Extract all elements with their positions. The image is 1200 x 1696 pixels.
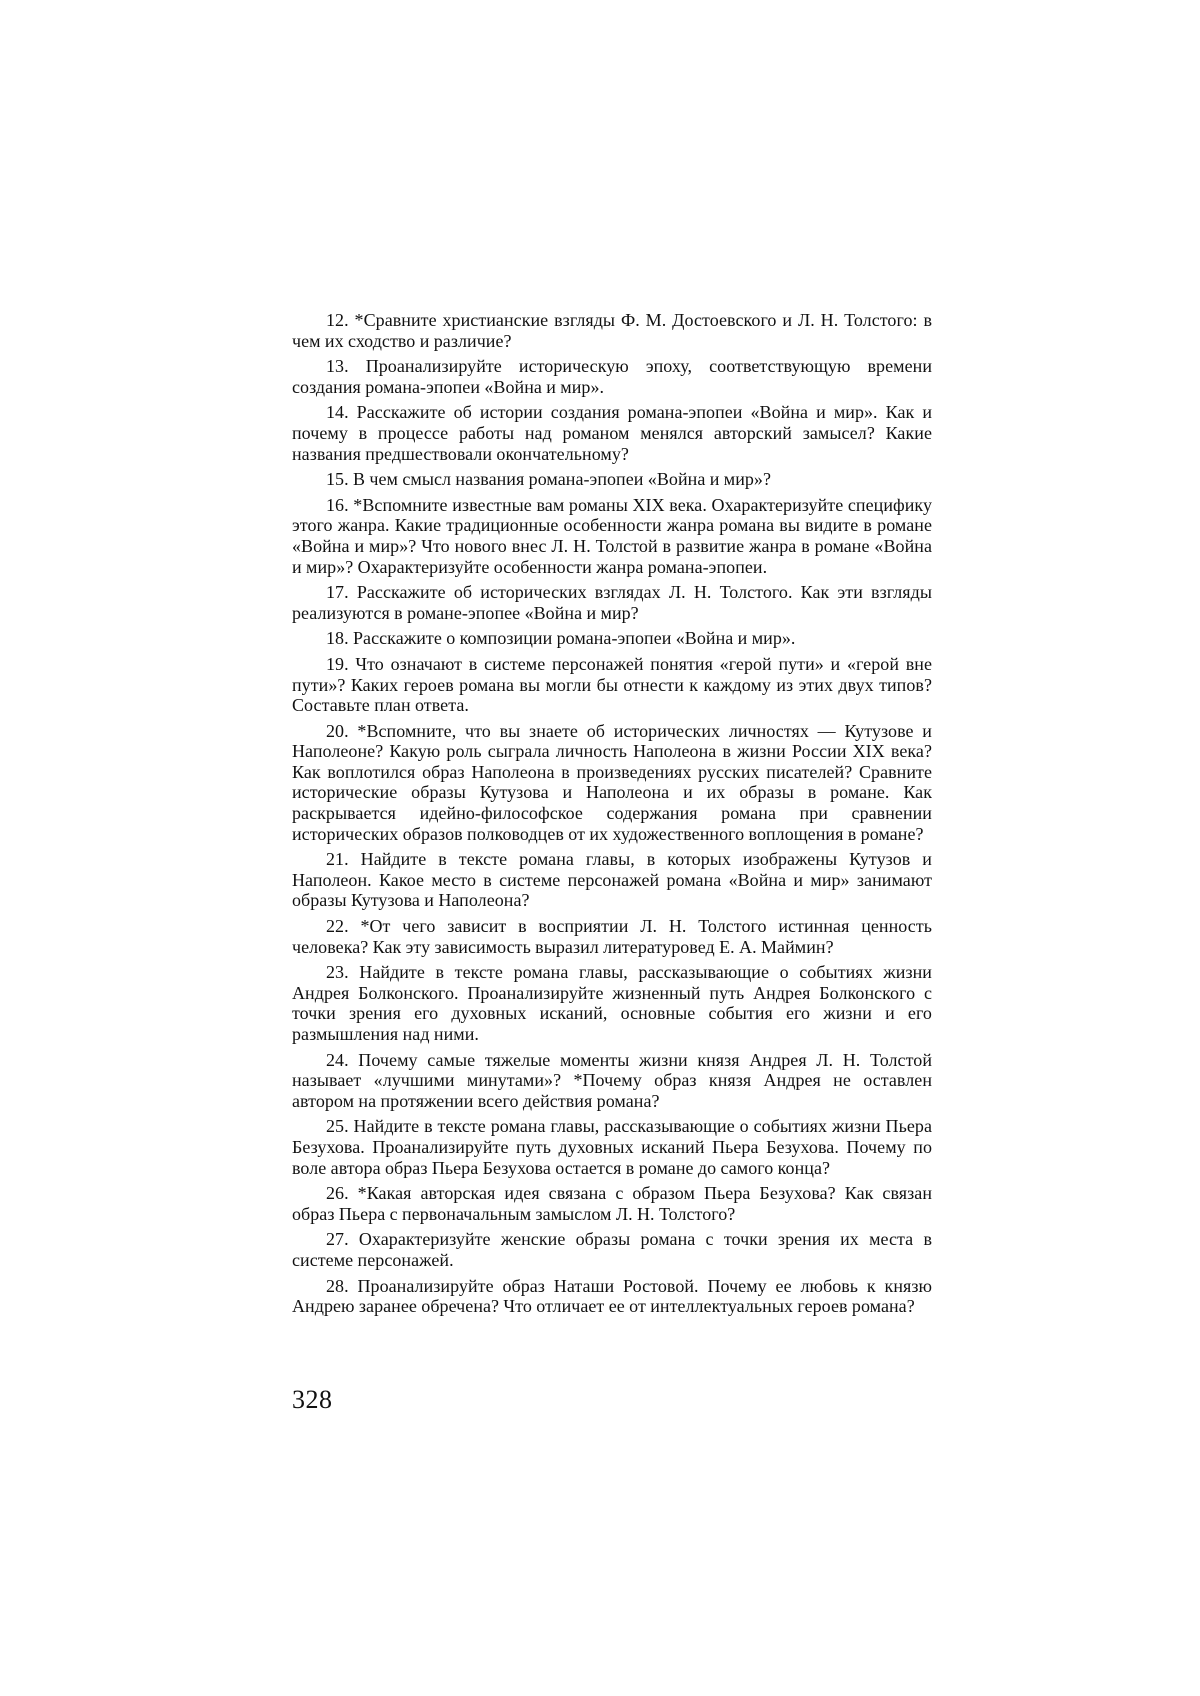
question-17: 17. Расскажите об исторических взглядах Л. Н. Толстого. Как эти взгляды реализуются в романе-эпопее «Война и мир? bbox=[292, 582, 932, 623]
question-19: 19. Что означают в системе персонажей понятия «герой пути» и «герой вне пути»? Каких героев романа вы могли бы отнести к каждому из этих двух типов? Составьте план ответа. bbox=[292, 653, 932, 716]
question-26: 26. *Какая авторская идея связана с образом Пьера Безухова? Как связан образ Пьера с первоначальным замыслом Л. Н. Толстого? bbox=[292, 1183, 932, 1224]
question-16: 16. *Вспомните известные вам романы XIX века. Охарактеризуйте специфику этого жанра. Какие традиционные особенности жанра романа вы видите в романе «Война и мир»? Что нового внес Л. Н. Толстой в развитие жанра в романе «Война и мир»? Охарактеризуйте особенности жанра романа-эпопеи. bbox=[292, 494, 932, 577]
question-13: 13. Проанализируйте историческую эпоху, соответствующую времени создания романа-эпопеи «Война и мир». bbox=[292, 356, 932, 397]
question-15: 15. В чем смысл названия романа-эпопеи «Война и мир»? bbox=[326, 469, 772, 490]
question-23: 23. Найдите в тексте романа главы, рассказывающие о событиях жизни Андрея Болконского. Проанализируйте жизненный путь Андрея Болконского с точки зрения его духовных исканий, основные события его жизни и его размышления над ними. bbox=[292, 962, 932, 1044]
question-20: 20. *Вспомните, что вы знаете об исторических личностях — Кутузове и Наполеоне? Какую роль сыграла личность Наполеона в жизни России XIX века? Как воплотился образ Наполеона в произведениях русских писателей? Сравните исторические образы Кутузова и Наполеона и их образы в романе. Как раскрывается идейно-философское содержания романа при сравнении исторических образов полководцев от их художественного воплощения в романе? bbox=[292, 720, 932, 844]
question-25: 25. Найдите в тексте романа главы, рассказывающие о событиях жизни Пьера Безухова. Проанализируйте путь духовных исканий Пьера Безухова. Почему по воле автора образ Пьера Безухова остается в романе до самого конца? bbox=[292, 1116, 932, 1178]
question-28: 28. Проанализируйте образ Наташи Ростовой. Почему ее любовь к князю Андрею заранее обречена? Что отличает ее от интеллектуальных героев романа? bbox=[292, 1275, 932, 1317]
page-number: 328 bbox=[292, 1385, 333, 1414]
question-27: 27. Охарактеризуйте женские образы романа с точки зрения их места в системе персонажей. bbox=[292, 1229, 932, 1270]
questions-list bbox=[292, 310, 932, 1322]
question-21: 21. Найдите в тексте романа главы, в которых изображены Кутузов и Наполеон. Какое место в системе персонажей романа «Война и мир» занимают образы Кутузова и Наполеона? bbox=[292, 849, 932, 911]
question-18: 18. Расскажите о композиции романа-эпопеи «Война и мир». bbox=[326, 628, 796, 649]
question-22: 22. *От чего зависит в восприятии Л. Н. Толстого истинная ценность человека? Как эту зависимость выразил литературовед Е. А. Маймин? bbox=[292, 916, 932, 957]
question-12: 12. *Сравните христианские взгляды Ф. М. Достоевского и Л. Н. Толстого: в чем их сходство и различие? bbox=[292, 310, 932, 351]
question-24: 24. Почему самые тяжелые моменты жизни князя Андрея Л. Н. Толстой называет «лучшими минутами»? *Почему образ князя Андрея не оставлен автором на протяжении всего действия романа? bbox=[292, 1049, 932, 1111]
question-14: 14. Расскажите об истории создания романа-эпопеи «Война и мир». Как и почему в процессе работы над романом менялся авторский замысел? Какие названия предшествовали окончательному? bbox=[292, 402, 932, 464]
